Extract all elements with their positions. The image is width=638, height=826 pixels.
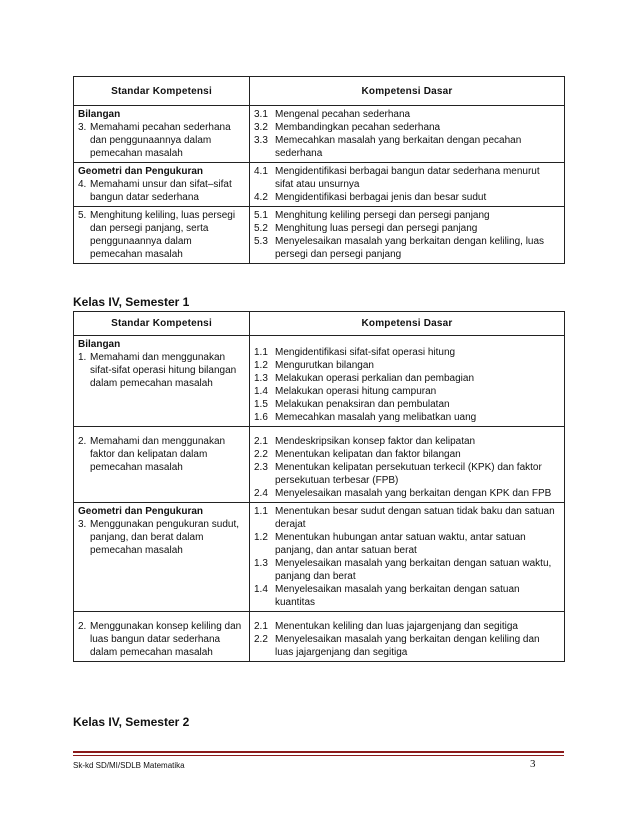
kd-number: 2.1 (254, 621, 268, 632)
kd-number: 1.1 (254, 506, 268, 517)
kd-number: 1.1 (254, 347, 268, 358)
kd-number: 2.2 (254, 449, 268, 460)
kd-number: 3.2 (254, 122, 268, 133)
kd-text: Menentukan kelipatan dan faktor bilangan (275, 449, 461, 460)
kd-number: 2.2 (254, 634, 268, 645)
sk-number: 1. (78, 352, 87, 363)
sk-text: Memahami unsur dan sifat–sifat bangun datar sederhana (90, 179, 232, 203)
kd-text: Memecahkan masalah yang melibatkan uang (275, 412, 477, 423)
section-label: Bilangan (78, 339, 121, 350)
competency-table-top (73, 76, 565, 264)
kd-number: 1.4 (254, 386, 268, 397)
section-label: Geometri dan Pengukuran (78, 166, 204, 177)
kd-text: Memecahkan masalah yang berkaitan dengan pecahan sederhana (275, 135, 522, 159)
table-header-row (74, 312, 565, 336)
kd-text: Mendeskripsikan konsep faktor dan kelipatan (275, 436, 476, 447)
sk-cell (74, 612, 250, 662)
sk-cell (74, 336, 250, 427)
kd-number: 4.2 (254, 192, 268, 203)
kd-number: 2.4 (254, 488, 268, 499)
sk-text: Menggunakan konsep keliling dan luas bangun datar sederhana dalam pemecahan masalah (90, 621, 242, 658)
kd-text: Menentukan keliling dan luas jajargenjang dan segitiga (275, 621, 518, 632)
table-row (74, 163, 565, 207)
section-label: Bilangan (78, 109, 121, 120)
kd-text: Melakukan penaksiran dan pembulatan (275, 399, 450, 410)
table-row (74, 207, 565, 264)
footer-document-title: Sk-kd SD/MI/SDLB Matematika (73, 761, 185, 770)
kd-number: 4.1 (254, 166, 268, 177)
kd-number: 1.6 (254, 412, 268, 423)
kd-number: 3.1 (254, 109, 268, 120)
kd-text: Membandingkan pecahan sederhana (275, 122, 441, 133)
footer-rule-thin (73, 755, 564, 756)
kd-number: 2.1 (254, 436, 268, 447)
header-standar-kompetensi: Standar Kompetensi (74, 77, 250, 106)
kd-cell (250, 106, 565, 163)
sk-text: Menggunakan pengukuran sudut, panjang, dan berat dalam pemecahan masalah (90, 519, 240, 556)
kd-text: Melakukan operasi hitung campuran (275, 386, 437, 397)
kd-number: 1.4 (254, 584, 268, 595)
kd-number: 1.2 (254, 532, 268, 543)
sk-text: Memahami dan menggunakan sifat-sifat operasi hitung bilangan dalam pemecahan masalah (90, 352, 237, 389)
heading-semester-2: Kelas IV, Semester 2 (73, 715, 190, 729)
kd-number: 1.2 (254, 360, 268, 371)
sk-cell (74, 503, 250, 612)
sk-number: 5. (78, 210, 87, 221)
kd-text: Menyelesaikan masalah yang berkaitan dengan keliling dan luas jajargenjang dan segitiga (275, 634, 540, 658)
kd-text: Menyelesaikan masalah yang berkaitan dengan KPK dan FPB (275, 488, 552, 499)
kd-text: Menyelesaikan masalah yang berkaitan dengan satuan kuantitas (275, 584, 520, 608)
sk-text: Memahami pecahan sederhana dan penggunaannya dalam pemecahan masalah (90, 122, 231, 159)
sk-number: 4. (78, 179, 87, 190)
table-row (74, 503, 565, 612)
sk-cell (74, 207, 250, 264)
table-row (74, 336, 565, 427)
kd-text: Mengurutkan bilangan (275, 360, 374, 371)
kd-number: 5.1 (254, 210, 268, 221)
footer-rule-thick (73, 751, 564, 753)
section-label: Geometri dan Pengukuran (78, 506, 204, 517)
kd-text: Mengenal pecahan sederhana (275, 109, 411, 120)
header-kompetensi-dasar: Kompetensi Dasar (250, 312, 565, 336)
sk-text: Memahami dan menggunakan faktor dan kelipatan dalam pemecahan masalah (90, 436, 226, 473)
table-row (74, 106, 565, 163)
sk-number: 2. (78, 436, 87, 447)
kd-text: Menentukan hubungan antar satuan waktu, antar satuan panjang, dan antar satuan berat (275, 532, 526, 556)
footer-page-number: 3 (530, 758, 536, 770)
table-row (74, 427, 565, 503)
kd-text: Menghitung keliling persegi dan persegi panjang (275, 210, 490, 221)
header-kompetensi-dasar: Kompetensi Dasar (250, 77, 565, 106)
kd-cell (250, 503, 565, 612)
sk-number: 3. (78, 519, 87, 530)
kd-number: 1.3 (254, 373, 268, 384)
sk-cell (74, 106, 250, 163)
sk-number: 2. (78, 621, 87, 632)
kd-text: Menentukan besar sudut dengan satuan tidak baku dan satuan derajat (275, 506, 555, 530)
kd-number: 5.3 (254, 236, 268, 247)
kd-text: Mengidentifikasi berbagai jenis dan besar sudut (275, 192, 487, 203)
sk-number: 3. (78, 122, 87, 133)
kd-number: 2.3 (254, 462, 268, 473)
competency-table-semester-1 (73, 311, 565, 662)
kd-text: Menghitung luas persegi dan persegi panjang (275, 223, 478, 234)
kd-text: Melakukan operasi perkalian dan pembagian (275, 373, 475, 384)
header-standar-kompetensi: Standar Kompetensi (74, 312, 250, 336)
kd-number: 5.2 (254, 223, 268, 234)
sk-text: Menghitung keliling, luas persegi dan persegi panjang, serta penggunaannya dalam pemecahan masalah (90, 210, 236, 260)
sk-cell (74, 427, 250, 503)
sk-cell (74, 163, 250, 207)
heading-semester-1: Kelas IV, Semester 1 (73, 295, 190, 309)
kd-cell (250, 207, 565, 264)
kd-cell (250, 427, 565, 503)
kd-number: 1.3 (254, 558, 268, 569)
kd-text: Menyelesaikan masalah yang berkaitan dengan satuan waktu, panjang dan berat (275, 558, 552, 582)
kd-cell (250, 163, 565, 207)
kd-text: Menentukan kelipatan persekutuan terkecil (KPK) dan faktor persekutuan terbesar (FPB) (275, 462, 542, 486)
kd-cell (250, 336, 565, 427)
kd-number: 1.5 (254, 399, 268, 410)
table-header-row (74, 77, 565, 106)
table-row (74, 612, 565, 662)
kd-text: Menyelesaikan masalah yang berkaitan dengan keliling, luas persegi dan persegi panjang (275, 236, 545, 260)
kd-cell (250, 612, 565, 662)
kd-text: Mengidentifikasi berbagai bangun datar sederhana menurut sifat atau unsurnya (275, 166, 540, 190)
kd-number: 3.3 (254, 135, 268, 146)
kd-text: Mengidentifikasi sifat-sifat operasi hitung (275, 347, 456, 358)
